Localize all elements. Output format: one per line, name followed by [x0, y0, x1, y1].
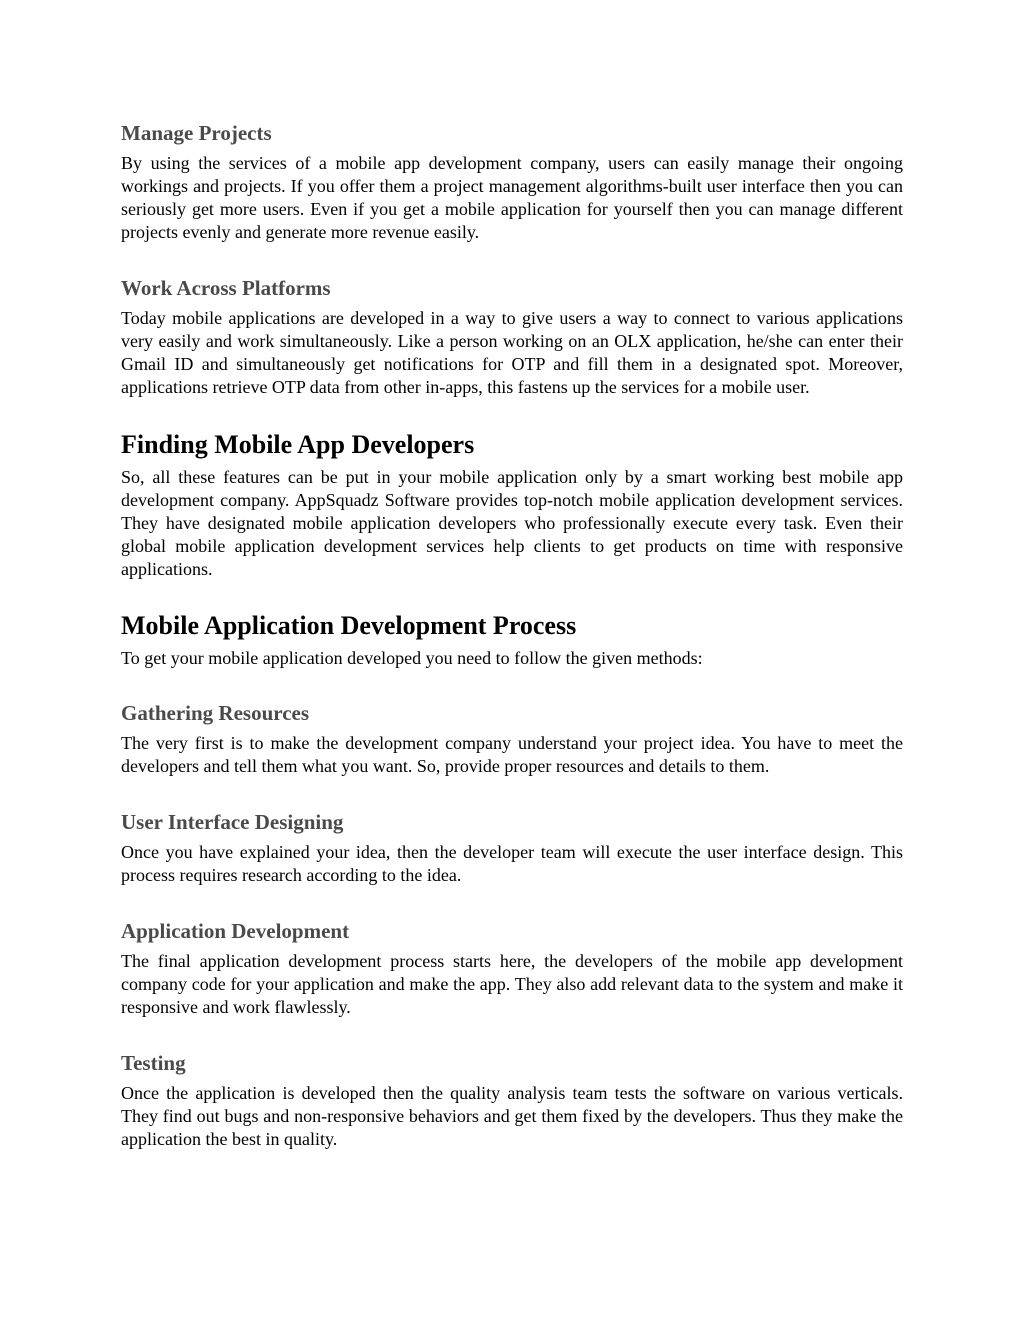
- section-work-across-platforms: [121, 273, 903, 399]
- section-development-process: [121, 609, 903, 670]
- section-body: The very first is to make the development company understand your project idea. You have to meet the developers and tell them what you want. So, provide proper resources and details to them.: [121, 733, 903, 776]
- section-body: By using the services of a mobile app development company, users can easily manage their ongoing workings and projects. If you offer them a project management algorithms-built user interface then you can seriously get more users. Even if you get a mobile application for yourself then you can manage different projects evenly and generate more revenue easily.: [121, 153, 903, 242]
- section-manage-projects: [121, 118, 903, 244]
- section-body: The final application development process starts here, the developers of the mobile app development company code for your application and make the app. They also add relevant data to the system and make it responsive and work flawlessly.: [121, 951, 903, 1017]
- section-gathering-resources: [121, 698, 903, 778]
- section-heading: User Interface Designing: [121, 810, 344, 834]
- section-heading: Finding Mobile App Developers: [121, 430, 475, 459]
- section-body: So, all these features can be put in your mobile application only by a smart working best mobile app development company. AppSquadz Software provides top-notch mobile application development services. They have designated mobile application developers who professionally execute every task. Even their global mobile application development services help clients to get products on time with responsive applications.: [121, 467, 903, 579]
- section-heading: Work Across Platforms: [121, 276, 331, 300]
- section-body: To get your mobile application developed you need to follow the given methods:: [121, 648, 703, 668]
- section-body: Today mobile applications are developed in a way to give users a way to connect to various applications very easily and work simultaneously. Like a person working on an OLX application, he/she can enter their Gmail ID and simultaneously get notifications for OTP and fill them in a designated spot. Moreover, applications retrieve OTP data from other in-apps, this fastens up the services for a mobile user.: [121, 308, 903, 397]
- document-page: [121, 118, 903, 1180]
- section-body: Once you have explained your idea, then the developer team will execute the user interface design. This process requires research according to the idea.: [121, 842, 903, 885]
- section-application-development: [121, 916, 903, 1019]
- section-user-interface-designing: [121, 807, 903, 887]
- section-testing: [121, 1048, 903, 1151]
- section-heading: Testing: [121, 1051, 186, 1075]
- section-finding-mobile-app-developers: [121, 428, 903, 581]
- section-heading: Manage Projects: [121, 121, 272, 145]
- section-heading: Gathering Resources: [121, 701, 310, 725]
- section-heading: Application Development: [121, 919, 350, 943]
- section-body: Once the application is developed then the quality analysis team tests the software on various verticals. They find out bugs and non-responsive behaviors and get them fixed by the developers. Thus they make the application the best in quality.: [121, 1083, 903, 1149]
- section-heading: Mobile Application Development Process: [121, 611, 577, 640]
